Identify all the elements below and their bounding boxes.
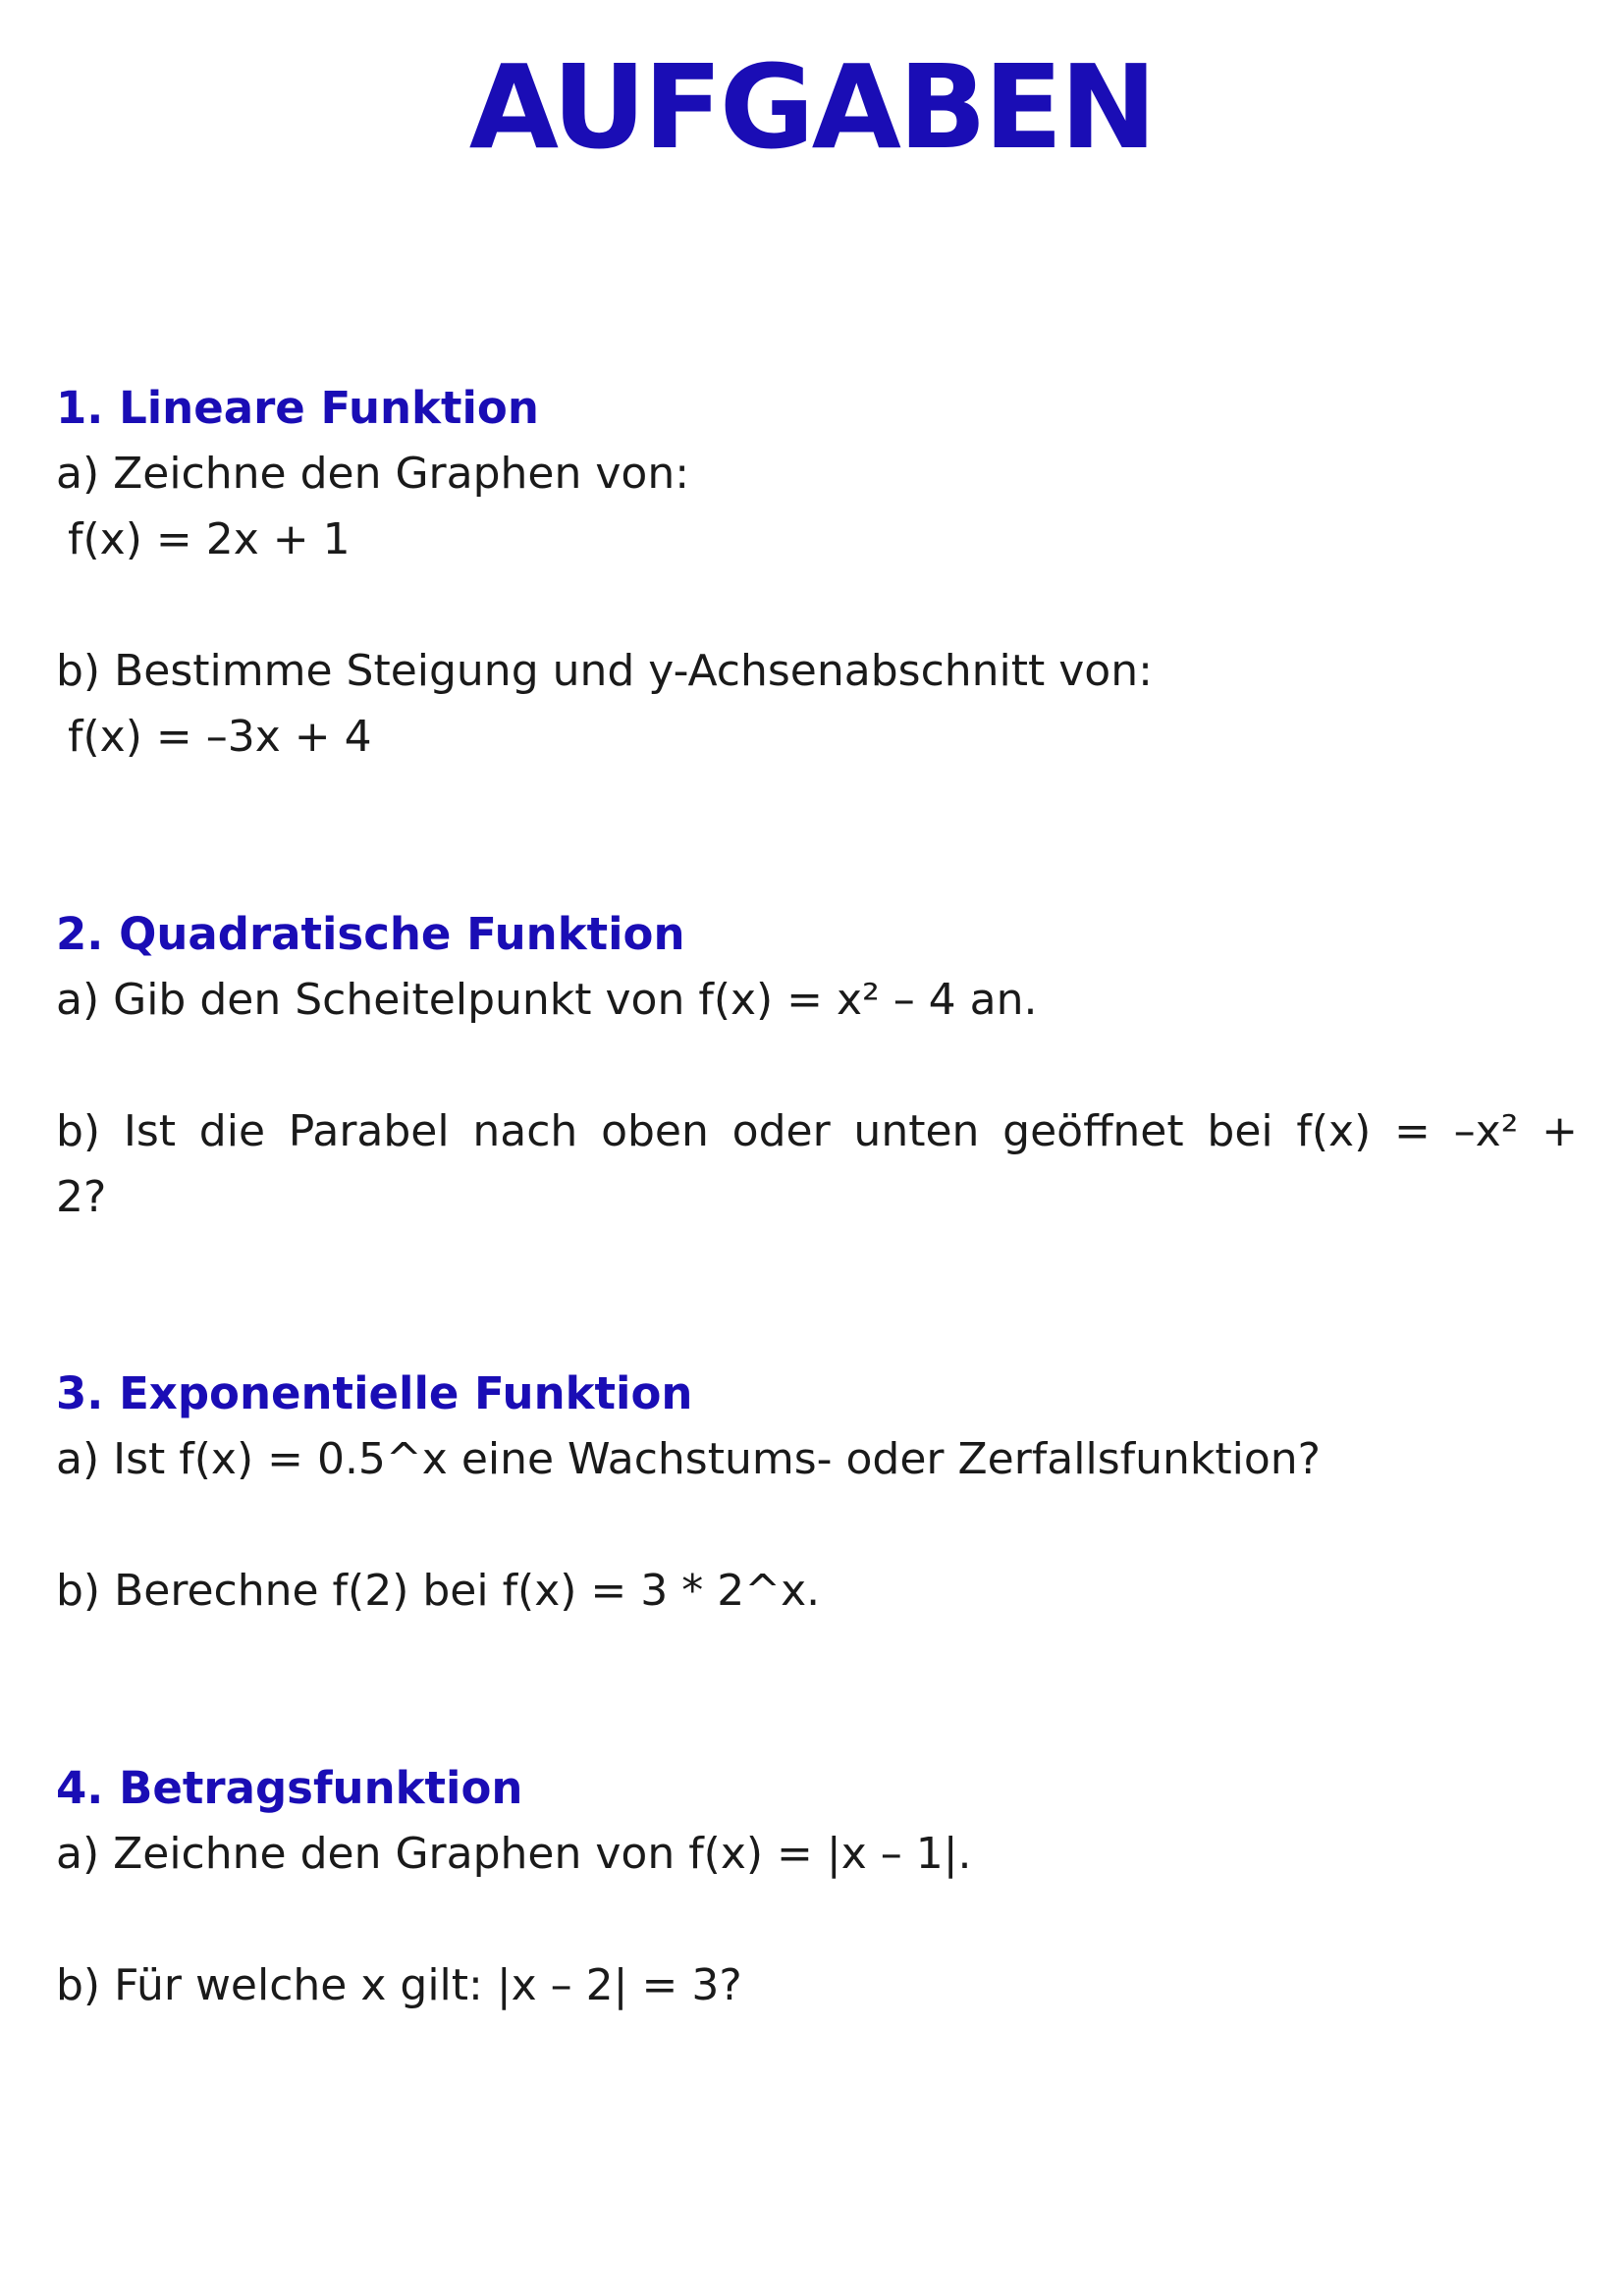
task-a-text: a) Ist f(x) = 0.5^x eine Wachstums- oder Zerfallsfunktion? — [56, 1434, 1322, 1484]
section-betragsfunktion — [56, 1755, 1578, 2018]
task-b-text: b) Berechne f(2) bei f(x) = 3 * 2^x. — [56, 1566, 821, 1616]
section-heading: 4. Betragsfunktion — [56, 1762, 523, 1814]
task-b-text-line1: b) Ist die Parabel nach oben oder unten geöffnet bei f(x) = –x² + — [56, 1106, 1578, 1156]
task-a-text: a) Zeichne den Graphen von: — [56, 449, 690, 499]
spacer — [56, 1887, 1578, 1952]
section-heading: 1. Lineare Funktion — [56, 382, 539, 434]
task-a-text: a) Gib den Scheitelpunkt von f(x) = x² – 4 an. — [56, 975, 1038, 1025]
section-heading: 2. Quadratische Funktion — [56, 908, 685, 960]
section-exponentielle-funktion — [56, 1361, 1578, 1624]
page-title: AUFGABEN — [468, 39, 1155, 175]
section-quadratische-funktion — [56, 901, 1578, 1230]
task-a-text: a) Zeichne den Graphen von f(x) = |x – 1|. — [56, 1829, 972, 1879]
task-b-formula: f(x) = –3x + 4 — [68, 712, 372, 762]
section-heading: 3. Exponentielle Funktion — [56, 1367, 693, 1419]
spacer — [56, 572, 1578, 638]
section-lineare-funktion — [56, 375, 1578, 770]
task-b-text-line2: 2? — [56, 1172, 107, 1222]
task-b-text: b) Bestimme Steigung und y-Achsenabschnitt von: — [56, 646, 1153, 696]
spacer — [56, 1492, 1578, 1558]
spacer — [56, 1033, 1578, 1098]
task-a-formula: f(x) = 2x + 1 — [68, 514, 351, 564]
task-b-text: b) Für welche x gilt: |x – 2| = 3? — [56, 1960, 742, 2010]
